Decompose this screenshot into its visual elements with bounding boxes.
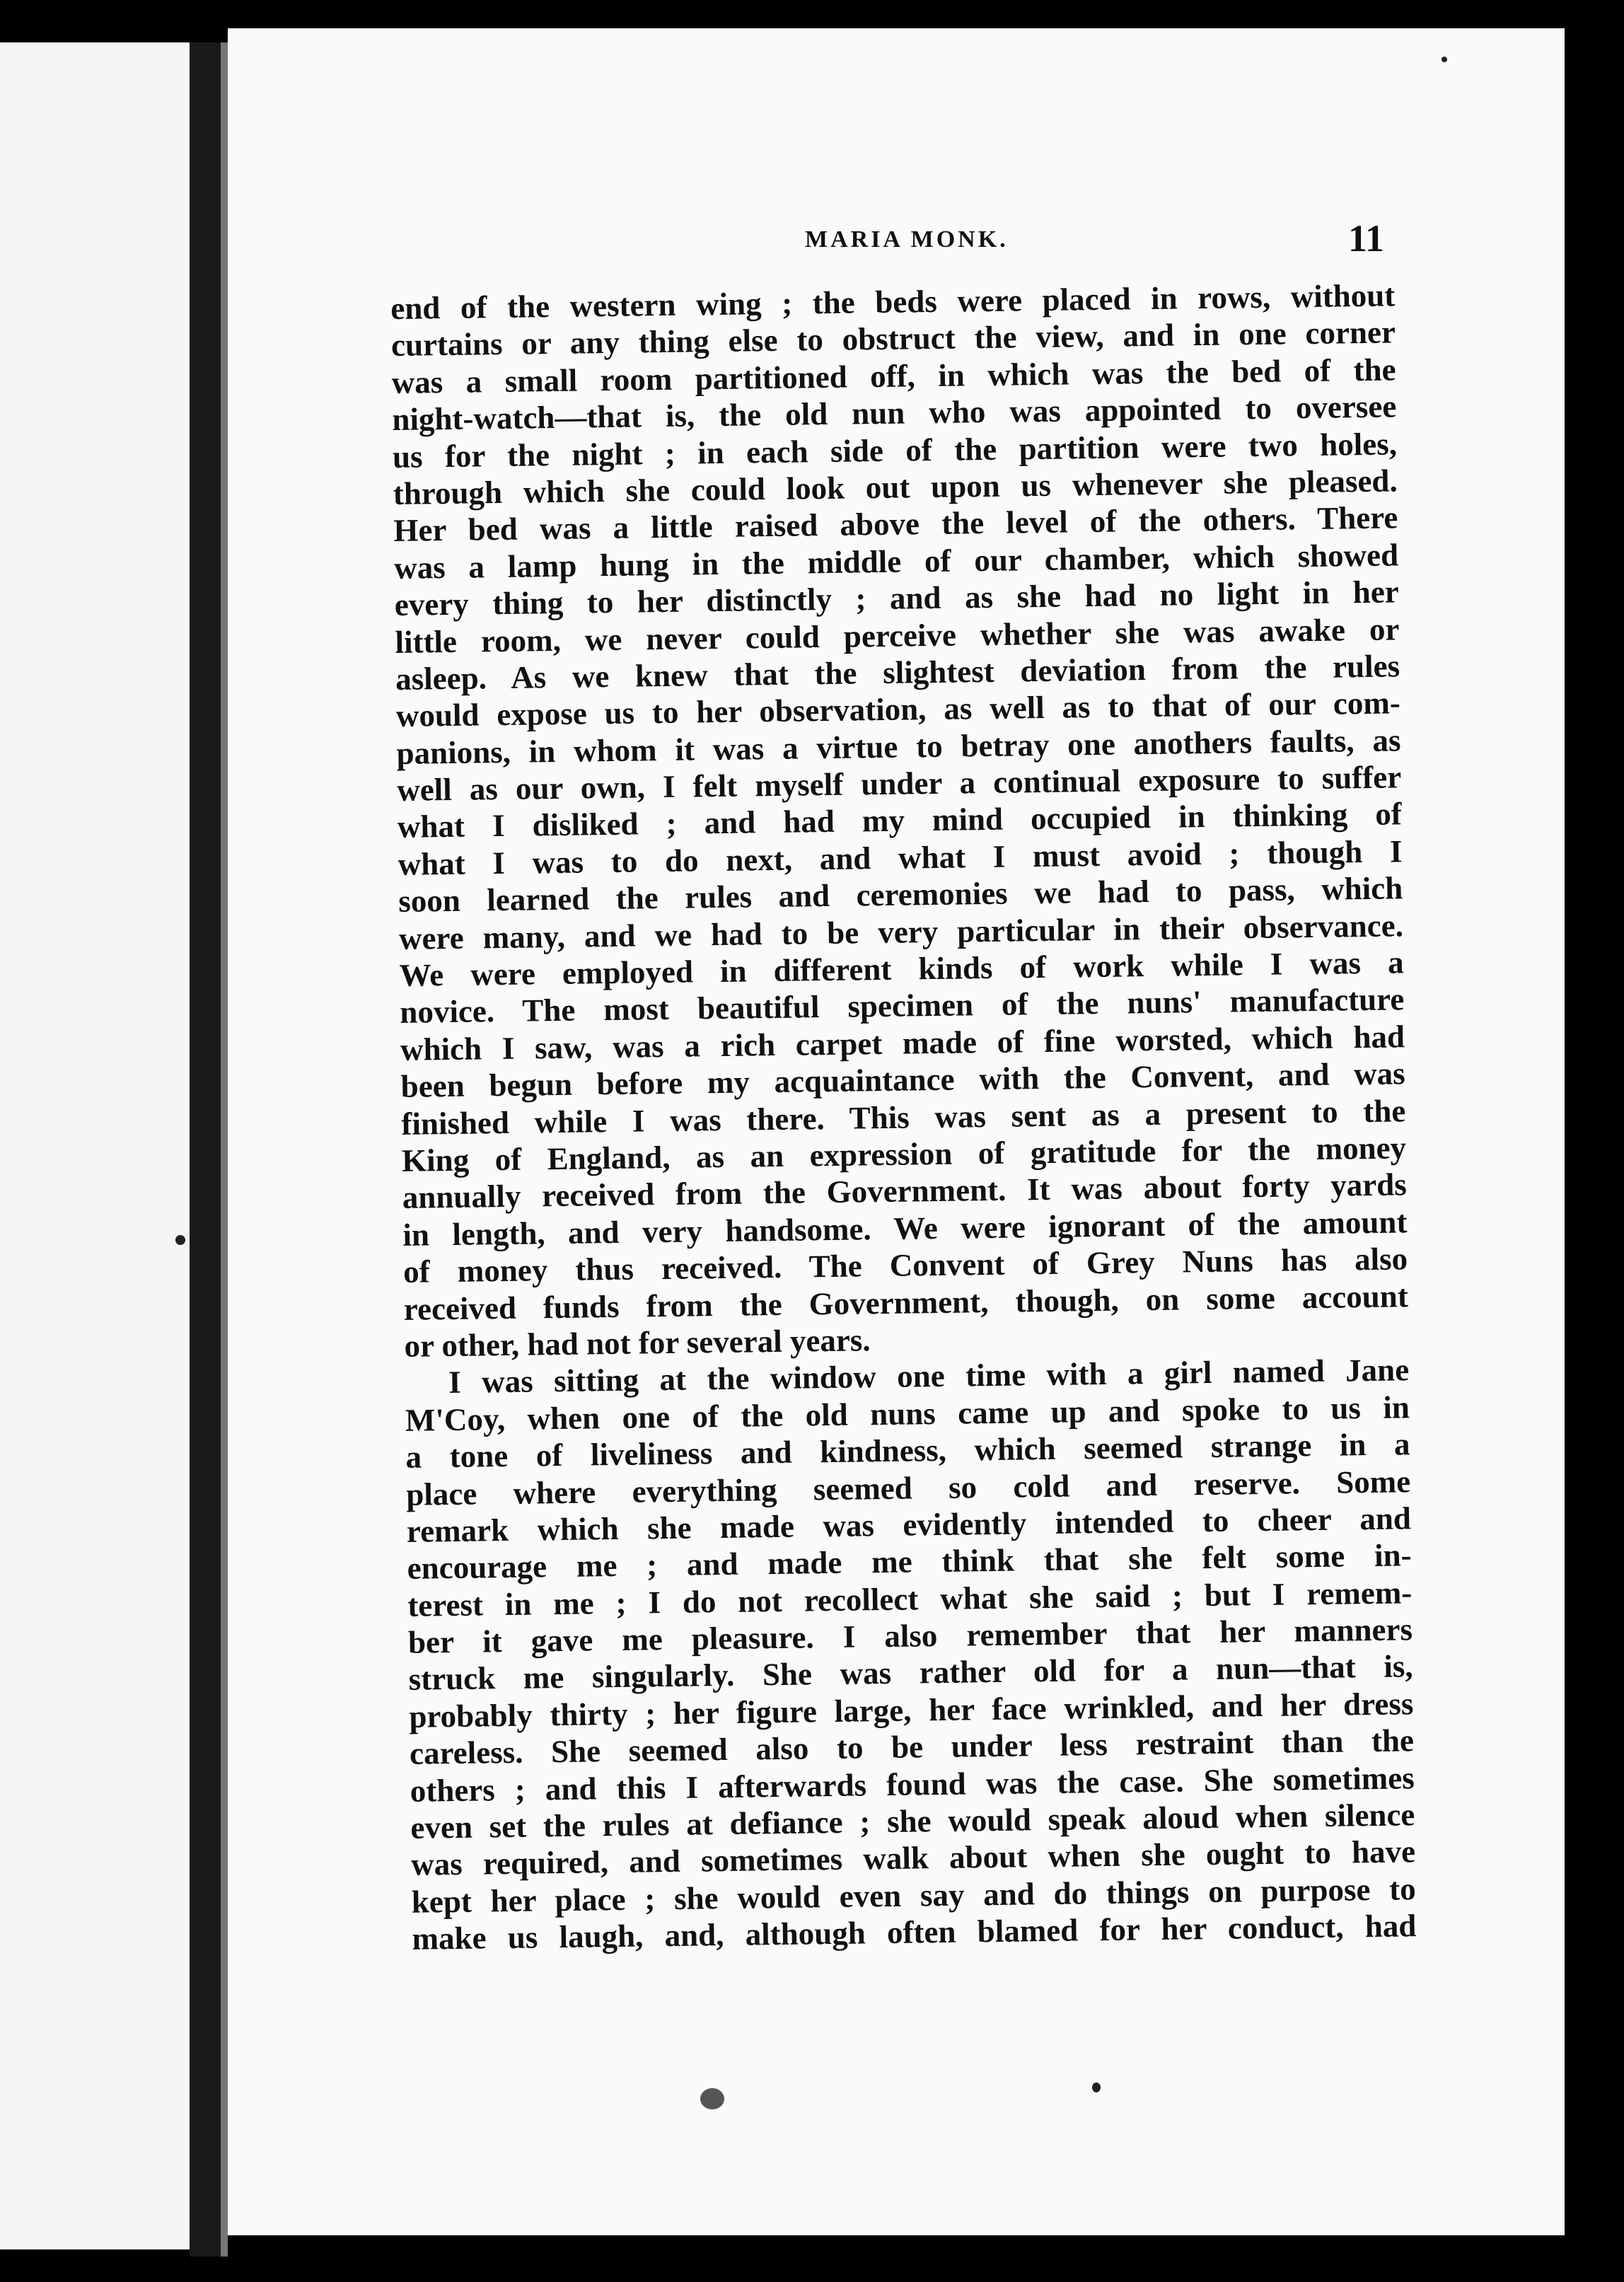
text-line: struck me singularly. She was rather old for a nun—that is,	[408, 1648, 1413, 1698]
text-line: M'Coy, when one of the old nuns came up and spoke to us in	[405, 1389, 1410, 1438]
text-line: careless. She seemed also to be under less restraint than the	[409, 1722, 1415, 1772]
text-line: remark which she made was evidently intended to cheer and	[406, 1500, 1412, 1549]
text-line: what I was to do next, and what I must avoid ; though I	[398, 833, 1403, 882]
text-line: encourage me ; and made me think that she felt some in-	[407, 1537, 1412, 1587]
text-line: were many, and we had to be very particular in their observance.	[398, 907, 1404, 956]
text-line: make us laugh, and, although often blamed for her conduct, had	[412, 1908, 1417, 1957]
left-page-edge	[0, 42, 202, 2249]
ink-speck	[1092, 2083, 1101, 2092]
text-line: little room, we never could perceive whether she was awake or	[395, 610, 1400, 660]
text-line: through which she could look out upon us whenever she pleased.	[393, 463, 1398, 511]
paragraph-start-line: I was sitting at the window one time with a girl named Jane	[448, 1352, 1410, 1401]
text-line: of money thus received. The Convent of Grey Nuns has also	[402, 1241, 1408, 1290]
body-text	[390, 277, 1417, 1957]
text-line: every thing to her distinctly ; and as she had no light in her	[394, 574, 1400, 623]
text-line: was required, and sometimes walk about when she ought to have	[410, 1834, 1416, 1883]
text-line: received funds from the Government, though, on some account	[403, 1278, 1409, 1327]
text-line: us for the night ; in each side of the partition were two holes,	[392, 425, 1398, 475]
text-line: soon learned the rules and ceremonies we had to pass, which	[398, 870, 1403, 920]
text-line: terest in me ; I do not recollect what she said ; but I remem-	[407, 1574, 1413, 1623]
text-line: King of England, as an expression of gratitude for the money	[401, 1130, 1407, 1178]
text-line: would expose us to her observation, as well as to that of our com-	[395, 685, 1401, 734]
running-title: MARIA MONK.	[805, 226, 1009, 253]
text-line: been begun before my acquaintance with the Convent, and was	[400, 1055, 1405, 1105]
ink-speck	[1442, 57, 1447, 62]
text-line: Her bed was a little raised above the level of the others. There	[393, 499, 1398, 549]
paragraph-end-line: or other, had not for several years.	[404, 1322, 871, 1364]
text-line: curtains or any thing else to obstruct the view, and in one corner	[390, 314, 1396, 364]
book-spine	[190, 42, 221, 2257]
page-number: 11	[1348, 217, 1385, 260]
text-line: probably thirty ; her figure large, her face wrinkled, and her dress	[409, 1686, 1414, 1734]
text-line: novice. The most beautiful specimen of the nuns' manufacture	[400, 981, 1405, 1031]
text-line: ber it gave me pleasure. I also remember that her manners	[407, 1611, 1413, 1660]
text-line: finished while I was there. This was sent as a present to the	[401, 1092, 1406, 1142]
text-line: annually received from the Government. It was about forty yards	[402, 1166, 1408, 1216]
text-line: even set the rules at defiance ; she would speak aloud when silence	[410, 1797, 1415, 1846]
text-line: what I disliked ; and had my mind occupied in thinking of	[397, 796, 1403, 845]
text-line: which I saw, was a rich carpet made of fine worsted, which had	[400, 1019, 1405, 1067]
text-line: others ; and this I afterwards found was the case. She sometimes	[410, 1759, 1415, 1809]
text-line: place where everything seemed so cold and reserve. Some	[405, 1463, 1411, 1512]
ink-speck	[175, 1235, 185, 1245]
text-line: panions, in whom it was a virtue to betray one anothers faults, as	[396, 722, 1401, 771]
text-line: end of the western wing ; the beds were placed in rows, without	[390, 277, 1396, 326]
text-line: We were employed in different kinds of work while I was a	[399, 944, 1404, 993]
text-line: well as our own, I felt myself under a continual exposure to suffer	[396, 759, 1402, 809]
ink-speck	[700, 2088, 724, 2109]
text-line: asleep. As we knew that the slightest deviation from the rules	[395, 648, 1400, 697]
text-line: kept her place ; she would even say and do things on purpose to	[411, 1871, 1417, 1920]
text-line: a tone of liveliness and kindness, which seemed strange in a	[405, 1426, 1410, 1475]
text-line: was a lamp hung in the middle of our chamber, which showed	[393, 537, 1399, 586]
text-line: in length, and very handsome. We were ignorant of the amount	[402, 1204, 1408, 1253]
text-line: was a small room partitioned off, in which was the bed of the	[391, 352, 1396, 400]
text-line: night-watch—that is, the old nun who was appointed to oversee	[392, 388, 1397, 438]
spine-shadow	[221, 42, 228, 2257]
